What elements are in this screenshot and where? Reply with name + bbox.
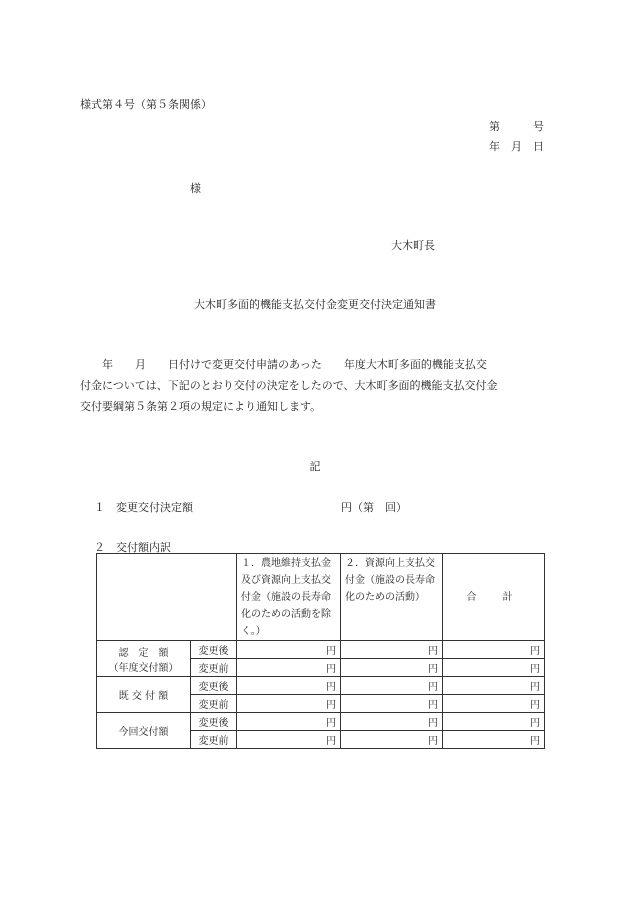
form-number: 様式第４号（第５条関係） bbox=[80, 98, 212, 111]
sub-label-before: 変更前 bbox=[191, 695, 237, 713]
body-line: 付金については、下記のとおり交付の決定をしたので、大木町多面的機能支払交付金 bbox=[80, 379, 498, 392]
sub-label-after: 変更後 bbox=[191, 677, 237, 695]
yen-cell: 円 bbox=[443, 713, 545, 731]
yen-cell: 円 bbox=[237, 731, 341, 749]
yen-cell: 円 bbox=[237, 677, 341, 695]
body-line: 年 月 日付けで変更交付申請のあった 年度大木町多面的機能支払交 bbox=[80, 358, 487, 371]
document-title: 大木町多面的機能支払交付金変更交付決定通知書 bbox=[194, 298, 436, 311]
table-corner bbox=[97, 554, 237, 641]
row-label-konkai bbox=[97, 713, 191, 749]
col3-header: 合 計 bbox=[443, 554, 545, 641]
table-row bbox=[97, 641, 545, 659]
sub-label-after: 変更後 bbox=[191, 713, 237, 731]
sender: 大木町長 bbox=[391, 239, 435, 252]
addressee: 様 bbox=[190, 182, 201, 195]
yen-cell: 円 bbox=[341, 731, 443, 749]
yen-cell: 円 bbox=[237, 641, 341, 659]
item2-label: ２ 交付額内訳 bbox=[94, 541, 171, 554]
row-label-kikoufu bbox=[97, 677, 191, 713]
row-sublabel-text: （年度交付額） bbox=[108, 662, 179, 674]
sub-label-before: 変更前 bbox=[191, 659, 237, 677]
yen-cell: 円 bbox=[341, 677, 443, 695]
row-label-text: 既 交 付 額 bbox=[118, 691, 169, 702]
yen-cell: 円 bbox=[443, 641, 545, 659]
yen-cell: 円 bbox=[443, 659, 545, 677]
breakdown-table bbox=[96, 553, 545, 749]
item1-label: １ 変更交付決定額 bbox=[94, 501, 193, 514]
table-row bbox=[97, 677, 545, 695]
col1-header: １．農地維持支払金及び資源向上支払交付金（施設の長寿命化のための活動を除く。） bbox=[237, 554, 341, 641]
yen-cell: 円 bbox=[341, 695, 443, 713]
row-label-text: 今回交付額 bbox=[118, 727, 169, 738]
sub-label-after: 変更後 bbox=[191, 641, 237, 659]
yen-cell: 円 bbox=[443, 677, 545, 695]
ki-heading: 記 bbox=[309, 460, 321, 473]
yen-cell: 円 bbox=[237, 659, 341, 677]
col2-header: ２．資源向上支払交付金（施設の長寿命化のための活動） bbox=[341, 554, 443, 641]
yen-cell: 円 bbox=[237, 713, 341, 731]
yen-cell: 円 bbox=[341, 641, 443, 659]
yen-cell: 円 bbox=[443, 695, 545, 713]
yen-cell: 円 bbox=[341, 713, 443, 731]
table-row bbox=[97, 713, 545, 731]
row-label-text: 認 定 額 bbox=[118, 647, 169, 659]
document-date: 年 月 日 bbox=[489, 140, 544, 153]
yen-cell: 円 bbox=[341, 659, 443, 677]
yen-cell: 円 bbox=[443, 731, 545, 749]
yen-cell: 円 bbox=[237, 695, 341, 713]
body-text bbox=[80, 354, 550, 417]
sub-label-before: 変更前 bbox=[191, 731, 237, 749]
body-line: 交付要綱第５条第２項の規定により通知します。 bbox=[80, 400, 322, 413]
row-label-nintei bbox=[97, 641, 191, 677]
document-number: 第 号 bbox=[489, 120, 544, 133]
item1-amount: 円（第 回） bbox=[341, 501, 407, 514]
table-header-row bbox=[97, 554, 545, 641]
